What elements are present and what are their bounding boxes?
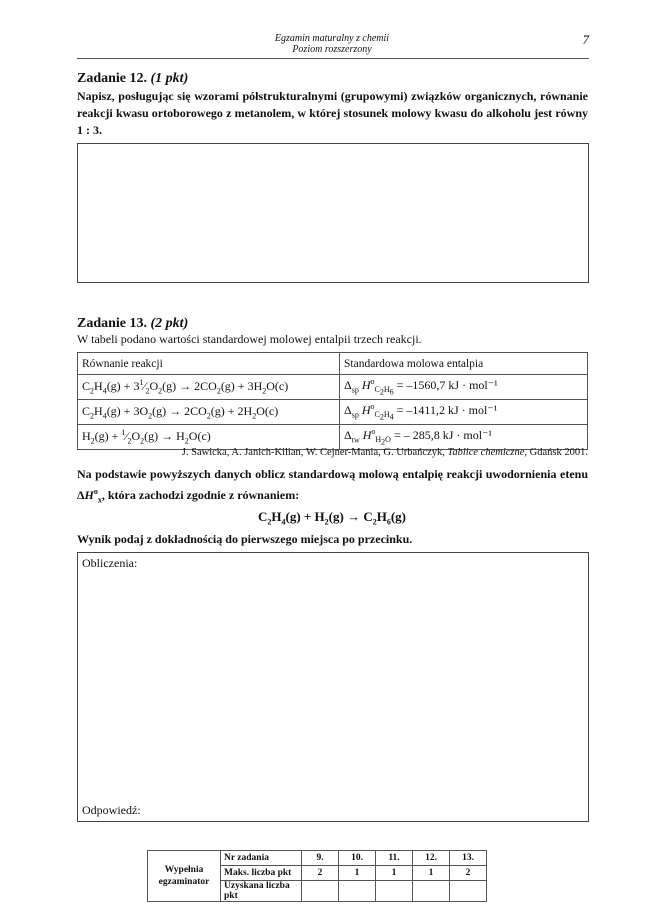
enthalpy-3-value: = – 285,8 kJ · mol⁻¹ (393, 427, 492, 442)
task-13-instruction: Na podstawie powyższych danych oblicz standardową molową entalpię reakcji uwodornienia etenu $\Delta H^o_x$, która zachodzi zgodnie z równaniem: (77, 467, 588, 505)
task-13-intro: W tabeli podano wartości standardowej molowej entalpii trzech reakcji. (77, 332, 422, 346)
task-number-cell: 12. (413, 851, 450, 866)
equation-3: $H_2(g)$ + $^1⁄_2O_2(g) \to H_2O(c)$ (78, 424, 340, 449)
task-12-title (77, 71, 188, 87)
equation-2: $C_2H_4(g) + 3O_2(g) \to 2CO_2(g) + 2H_2O(c)$ (78, 399, 340, 424)
task-12-text: Napisz, posługując się wzorami półstrukturalnymi (grupowymi) związków organicznych, równanie reakcji kwasu ortoborowego z metanolem, w której stosunek molowy kwasu do alkoholu jest równy 1 : 3. (77, 89, 588, 137)
table-source (182, 447, 588, 458)
answer-label: Odpowiedź: (82, 803, 141, 817)
row-label-task-number: Nr zadania (221, 851, 302, 866)
table-row (78, 424, 588, 449)
header-line-2: Poziom rozszerzony (292, 44, 372, 55)
max-points-cell: 1 (376, 866, 413, 881)
task-12-points: (1 pkt) (150, 71, 189, 86)
page-number: 7 (582, 32, 589, 47)
calculations-label: Obliczenia: (82, 556, 138, 570)
task-13-points: (2 pkt) (150, 316, 189, 331)
source-title: Tablice chemiczne (447, 447, 525, 458)
table-header-row (78, 353, 588, 375)
equation-1: $C_2H_4(g)$ + $3^1⁄_2O_2(g) \to 2CO_2(g) + 3H_2O(c)$ (78, 375, 340, 400)
header-enthalpy: Standardowa molowa entalpia (340, 353, 588, 375)
row-label-obtained-points: Uzyskana liczba pkt (221, 881, 302, 902)
obtained-points-cell[interactable] (413, 881, 450, 902)
header-line-1: Egzamin maturalny z chemii (274, 33, 390, 44)
hydrogenation-equation: $C_2H_4(g) + H_2(g) \to C_2H_6(g)$ (257, 509, 407, 527)
instruction-part-2: , która zachodzi zgodnie z równaniem: (101, 488, 300, 502)
result-note: Wynik podaj z dokładnością do pierwszego miejsca po przecinku. (77, 532, 413, 546)
task-number-cell: 10. (339, 851, 376, 866)
row-label-max-points: Maks. liczba pkt (221, 866, 302, 881)
task-number-cell: 9. (302, 851, 339, 866)
obtained-points-cell[interactable] (450, 881, 487, 902)
task-12-number: Zadanie 12. (77, 71, 148, 86)
task-13-number: Zadanie 13. (77, 316, 148, 331)
obtained-points-cell[interactable] (302, 881, 339, 902)
fill-label: Wypełnia egzaminator (148, 851, 221, 902)
enthalpy-1: $\Delta_{sp}$ $H^o_{C_2H_6} = -1560,7$ kJ · mol⁻¹ (340, 375, 588, 400)
task-number-cell: 13. (450, 851, 487, 866)
max-points-cell: 2 (450, 866, 487, 881)
enthalpy-2: $\Delta_{sp}$ $H^o_{C_2H_4} = -1411,2$ kJ · mol⁻¹ (340, 399, 588, 424)
max-points-cell: 2 (302, 866, 339, 881)
grading-table (147, 850, 487, 902)
obtained-points-cell[interactable] (376, 881, 413, 902)
source-authors: J. Sawicka, A. Janich-Kilian, W. Cejner-Mania, G. Urbańczyk, (181, 447, 445, 458)
task-12-answer-box[interactable] (77, 143, 589, 283)
enthalpy-2-value: = –1411,2 kJ · mol⁻¹ (396, 402, 498, 417)
enthalpy-1-value: = –1560,7 kJ · mol⁻¹ (396, 378, 498, 392)
max-points-cell: 1 (339, 866, 376, 881)
page-header (0, 33, 664, 55)
obtained-points-cell[interactable] (339, 881, 376, 902)
task-13-answer-box[interactable] (77, 552, 589, 822)
enthalpy-table (77, 352, 588, 450)
table-row (78, 375, 588, 400)
task-number-cell: 11. (376, 851, 413, 866)
enthalpy-3: $\Delta_{tw}$ $H^o_{H_2O}$ = – 285,8 kJ · mol⁻¹ (340, 424, 588, 449)
table-row (78, 399, 588, 424)
task-13-title (77, 316, 188, 332)
header-equation: Równanie reakcji (78, 353, 340, 375)
header-rule (77, 58, 589, 59)
max-points-cell: 1 (413, 866, 450, 881)
instruction-part-1: Na podstawie powyższych danych oblicz standardową molową entalpię reakcji uwodornienia etenu (77, 467, 588, 481)
source-place: , Gdańsk 2001. (524, 447, 588, 458)
